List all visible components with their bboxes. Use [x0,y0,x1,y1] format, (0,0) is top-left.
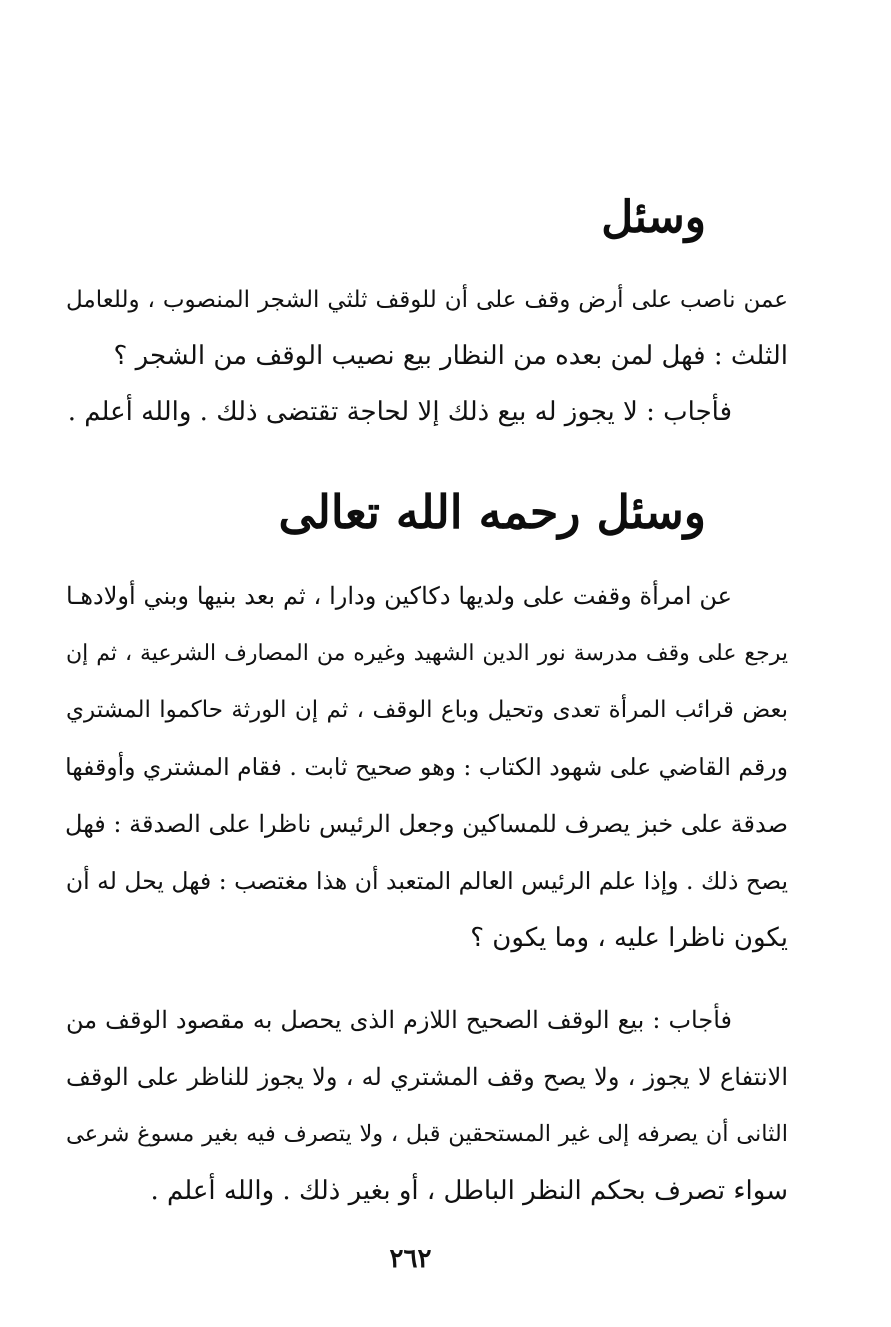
answer-line: سواء تصرف بحكم النظر الباطل ، أو بغير ذلك . والله أعلم . [150,1176,788,1206]
section-2-question [66,568,788,967]
question-line: عمن ناصب على أرض وقف على أن للوقف ثلثي الشجر المنصوب ، وللعامل [66,287,788,313]
question-line: صدقة على خبز يصرف للمساكين وجعل الرئيس ناظرا على الصدقة : فهل [65,810,788,838]
question-line: يكون ناظرا عليه ، وما يكون ؟ [470,923,788,953]
answer-line: فأجاب : بيع الوقف الصحيح اللازم الذى يحصل به مقصود الوقف من [66,1006,732,1034]
answer-line: فأجاب : لا يجوز له بيع ذلك إلا لحاجة تقتضى ذلك . والله أعلم . [67,397,732,427]
question-line: عن امرأة وقفت على ولديها دكاكين ودارا ، ثم بعد بنيها وبني أولادهـا [66,582,732,610]
section-heading: وسئل [601,192,706,243]
section-2-answer [66,992,788,1220]
section-heading: وسئل رحمه الله تعالى [278,485,706,539]
section-1-body [66,272,788,440]
question-line: بعض قرائب المرأة تعدى وتحيل وباع الوقف ، ثم إن الورثة حاكموا المشتري [66,697,788,723]
page-number: ٢٦٢ [389,1244,432,1274]
answer-line: الانتفاع لا يجوز ، ولا يصح وقف المشتري له ، ولا يجوز للناظر على الوقف [66,1063,788,1091]
answer-line: الثانى أن يصرفه إلى غير المستحقين قبل ، ولا يتصرف فيه بغير مسوغ شرعى [66,1121,788,1147]
question-line: يصح ذلك . وإذا علم الرئيس العالم المتعبد أن هذا مغتصب : فهل يحل له أن [65,867,788,895]
question-line: الثلث : فهل لمن بعده من النظار بيع نصيب الوقف من الشجر ؟ [113,341,788,371]
question-line: يرجع على وقف مدرسة نور الدين الشهيد وغيره من المصارف الشرعية ، ثم إن [66,641,788,666]
question-line: ورقم القاضي على شهود الكتاب : وهو صحيح ثابت . فقام المشتري وأوقفها [65,753,788,781]
